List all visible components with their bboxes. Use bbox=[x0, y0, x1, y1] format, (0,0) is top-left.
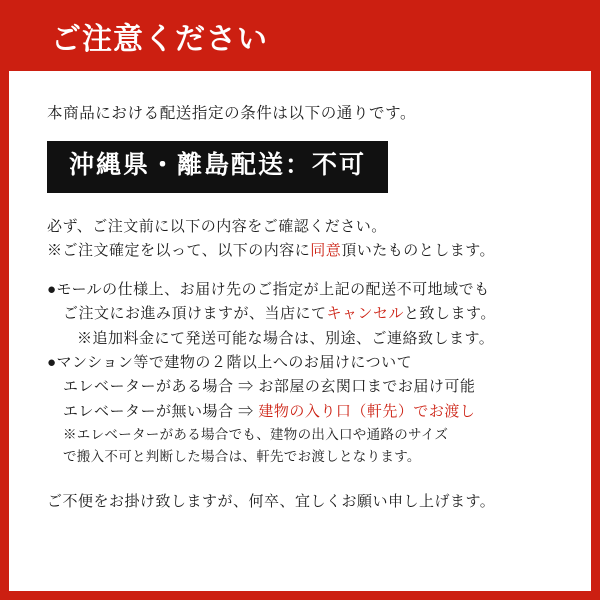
lead-text: 本商品における配送指定の条件は以下の通りです。 bbox=[47, 105, 417, 122]
bullet-1-line-1: ●モールの仕様上、お届け先のご指定が上記の配送不可地域でも bbox=[47, 281, 490, 299]
page-title: ご注意ください bbox=[51, 23, 268, 56]
bullet-1-line-2 bbox=[47, 302, 553, 326]
bullet-1-line-3: ※追加料金にて発送可能な場合は、別途、ご連絡致します。 bbox=[77, 329, 495, 347]
bullet-2-line-2: エレベーターがある場合 ⇒ お部屋の玄関口までお届け可能 bbox=[63, 378, 476, 396]
bullet-2-line-4: ※エレベーターがある場合でも、建物の出入口や通路のサイズ bbox=[63, 426, 449, 442]
bullet-item-2 bbox=[47, 351, 553, 468]
bullet-1-line-2-part-b: と致します。 bbox=[404, 305, 496, 323]
bullet-2-line-5: で搬入不可と判断した場合は、軒先でお渡しとなります。 bbox=[63, 448, 421, 464]
bullet-2-line-3-part-a: エレベーターが無い場合 ⇒ bbox=[63, 402, 259, 420]
bullet-1-line-2-part-a: ご注文にお進み頂けますが、当店にて bbox=[63, 305, 327, 323]
bullet-2-line-3 bbox=[47, 400, 553, 424]
confirmation-section bbox=[47, 215, 553, 264]
confirm-line-2-part-b: 頂いたものとします。 bbox=[341, 241, 496, 259]
notice-body bbox=[9, 71, 591, 511]
bullet-2-line-1: ●マンション等で建物の２階以上へのお届けについて bbox=[47, 353, 413, 371]
confirm-line-1: 必ず、ご注文前に以下の内容をご確認ください。 bbox=[47, 217, 387, 235]
bullet-item-1 bbox=[47, 278, 553, 351]
entrance-delivery-highlight: 建物の入り口（軒先）でお渡し bbox=[258, 402, 476, 420]
cancel-highlight: キャンセル bbox=[326, 305, 405, 323]
shipping-restriction-banner: 沖縄県・離島配送：不可 bbox=[47, 141, 388, 193]
agree-highlight: 同意 bbox=[310, 241, 342, 259]
confirm-line-2-part-a: ※ご注文確定を以って、以下の内容に bbox=[47, 241, 311, 259]
page-header bbox=[9, 9, 591, 71]
closing-text: ご不便をお掛け致しますが、何卒、宜しくお願い申し上げます。 bbox=[47, 492, 496, 510]
spacer bbox=[47, 263, 553, 278]
confirm-line-2 bbox=[47, 239, 553, 263]
